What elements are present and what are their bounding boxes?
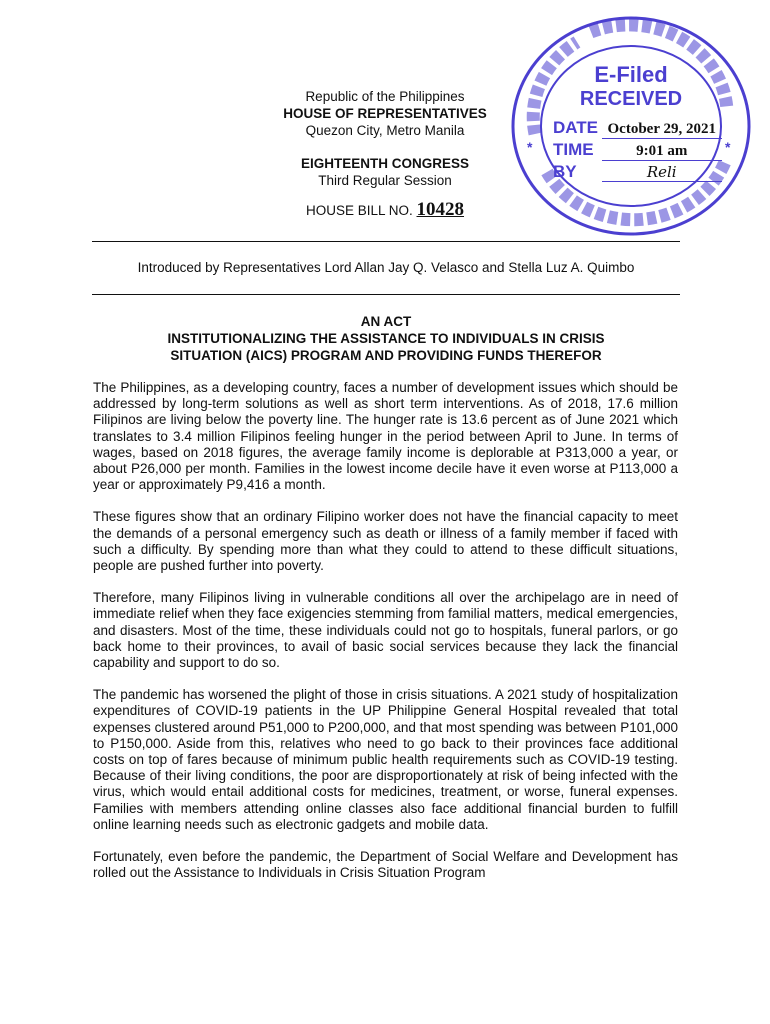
stamp-efiled: E-Filed	[594, 62, 668, 87]
stamp-date-row	[553, 118, 722, 139]
stamp-signature: Reli	[602, 163, 722, 182]
svg-text:*: *	[725, 139, 731, 155]
paragraph-2: These figures show that an ordinary Filipino worker does not have the financial capacity to meet the demands of a personal emergency such as death or illness of a family member if faced with such a difficulty. By spending more than what they could to attend to these difficult situations, people are pushed further into poverty.	[93, 509, 678, 574]
explanatory-note	[93, 380, 678, 897]
stamp-time-row	[553, 140, 722, 161]
act-title-line3: SITUATION (AICS) PROGRAM AND PROVIDING FUNDS THEREFOR	[170, 348, 602, 363]
house-bill-label: HOUSE BILL NO.	[305, 203, 413, 218]
paragraph-1: The Philippines, as a developing country, faces a number of development issues which should be addressed by long-term solutions as well as short term interventions. As of 2018, 17.6 million Filipinos are living below the poverty line. The hunger rate is 13.6 percent as of June 2021 which translates to 3.4 million Filipinos feeling hunger in the period between April to June. In terms of wages, based on 2018 figures, the average family income is deplorable at P313,000 a year, or about P26,000 per month. Families in the lowest income decile have it even worse at P113,000 a year or approximately P9,416 a month.	[93, 380, 678, 493]
paragraph-3: Therefore, many Filipinos living in vulnerable conditions all over the archipelago are in need of immediate relief when they face exigencies stemming from familial matters, medical emergencies, and disasters. Most of the time, these individuals could not go to hospitals, funeral parlors, or go back home to their provinces, to avail of basic social services because they lack the financial capability and support to do so.	[93, 590, 678, 671]
house-bill-number: 10428	[416, 199, 465, 220]
stamp-time-label: TIME	[553, 140, 594, 159]
stamp-received: RECEIVED	[579, 88, 683, 110]
document-header	[230, 88, 540, 219]
stamp-by-label: BY	[553, 162, 577, 181]
svg-text:*: *	[527, 139, 533, 155]
introduced-by: Introduced by Representatives Lord Allan Jay Q. Velasco and Stella Luz A. Quimbo	[137, 260, 635, 275]
paragraph-4: The pandemic has worsened the plight of those in crisis situations. A 2021 study of hospitalization expenditures of COVID-19 patients in the UP Philippine General Hospital revealed that total expenses clustered around P51,000 to P200,000, and that most spending was between P101,000 to P150,000. Aside from this, relatives who need to go back to their provinces face additional costs on top of fares because of minimum public health requirements such as COVID-19 testing. Because of their living conditions, the poor are disproportionately at risk of being infected with the virus, which would entail additional costs for medicines, treatment, or worse, funeral expenses. Families with members attending online classes also face additional financial burden to fulfill online learning needs such as electronic gadgets and mobile data.	[93, 687, 678, 832]
divider-bottom	[92, 294, 680, 295]
act-title	[92, 313, 680, 364]
house-line: HOUSE OF REPRESENTATIVES	[283, 106, 487, 121]
republic-line: Republic of the Philippines	[305, 89, 465, 104]
stamp-by-row	[553, 162, 722, 182]
stamp-time-value: 9:01 am	[602, 143, 722, 161]
divider-top	[92, 241, 680, 242]
paragraph-5: Fortunately, even before the pandemic, the Department of Social Welfare and Development has rolled out the Assistance to Individuals in Crisis Situation Program	[93, 849, 678, 881]
city-line: Quezon City, Metro Manila	[305, 123, 465, 138]
act-title-line1: AN ACT	[360, 314, 412, 329]
session-line: Third Regular Session	[318, 173, 452, 188]
house-bill-row	[230, 201, 540, 219]
act-title-line2: INSTITUTIONALIZING THE ASSISTANCE TO INDIVIDUALS IN CRISIS	[167, 331, 605, 346]
stamp-date-label: DATE	[553, 118, 599, 137]
congress-line: EIGHTEENTH CONGRESS	[300, 156, 470, 171]
received-stamp	[505, 12, 757, 244]
stamp-date-value: October 29, 2021	[602, 121, 722, 139]
